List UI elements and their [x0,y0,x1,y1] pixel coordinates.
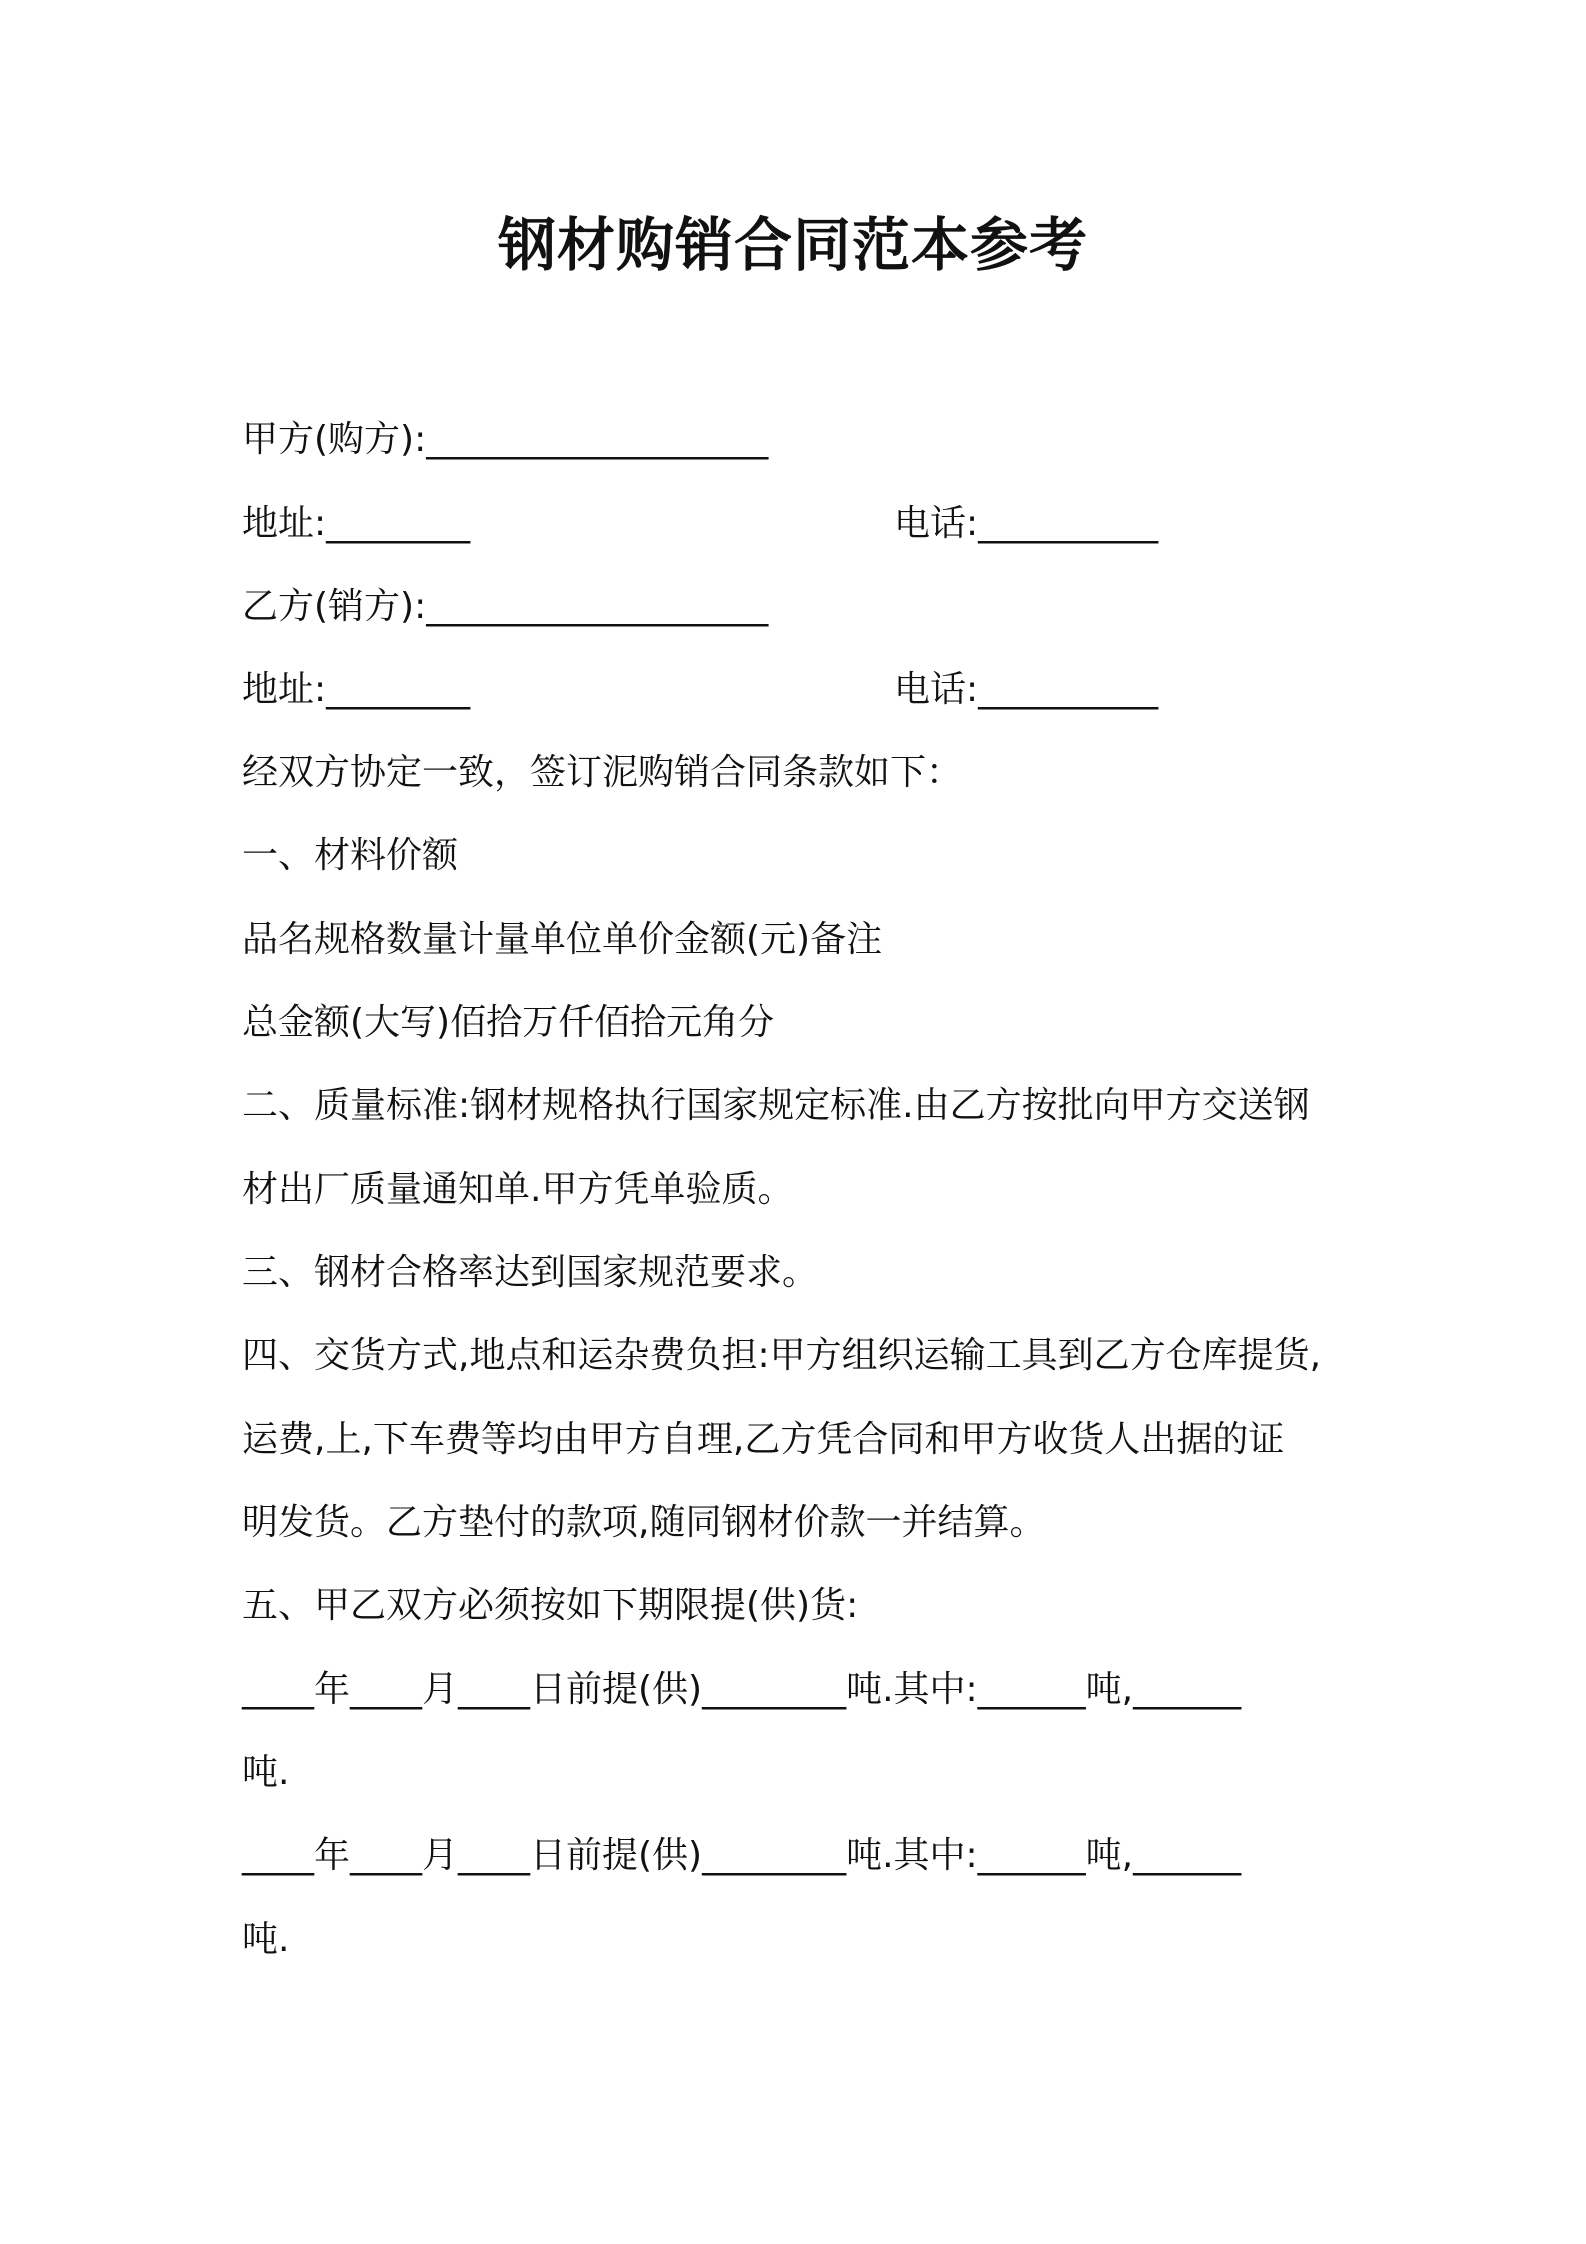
schedule-1-line-2: 吨. [242,1752,290,1793]
section-4-line-3: 明发货。乙方垫付的款项,随同钢材价款一并结算。 [242,1502,1046,1543]
section-2-line-2: 材出厂质量通知单.甲方凭单验质。 [242,1169,794,1210]
party-b-line: 乙方(销方):___________________ [242,586,769,627]
section-3: 三、钢材合格率达到国家规范要求。 [242,1252,819,1293]
section-4-line-1: 四、交货方式,地点和运杂费负担:甲方组织运输工具到乙方仓库提货, [242,1335,1322,1376]
document-title: 钢材购销合同范本参考 [497,211,1088,279]
party-a-address: 地址:________ [242,503,471,544]
intro-paragraph: 经双方协定一致，签订泥购销合同条款如下： [242,752,963,793]
party-a-phone: 电话:__________ [894,503,1159,544]
section-1-total: 总金额(大写)佰拾万仟佰拾元角分 [242,1002,775,1043]
party-b-phone: 电话:__________ [894,669,1159,710]
party-b-address: 地址:________ [242,669,471,710]
section-4-line-2: 运费,上,下车费等均由甲方自理,乙方凭合同和甲方收货人出据的证 [242,1419,1285,1460]
section-2-line-1: 二、质量标准:钢材规格执行国家规定标准.由乙方按批向甲方交送钢 [242,1085,1310,1126]
section-1-heading: 一、材料价额 [242,835,459,876]
schedule-2-line-2: 吨. [242,1919,290,1960]
party-a-line: 甲方(购方):___________________ [242,419,769,460]
section-5-heading: 五、甲乙双方必须按如下期限提(供)货: [242,1585,859,1626]
schedule-1-line-1: ____年____月____日前提(供)________吨.其中:______吨,______ [242,1669,1242,1710]
section-1-columns: 品名规格数量计量单位单价金额(元)备注 [242,919,883,960]
schedule-2-line-1: ____年____月____日前提(供)________吨.其中:______吨,______ [242,1835,1242,1876]
